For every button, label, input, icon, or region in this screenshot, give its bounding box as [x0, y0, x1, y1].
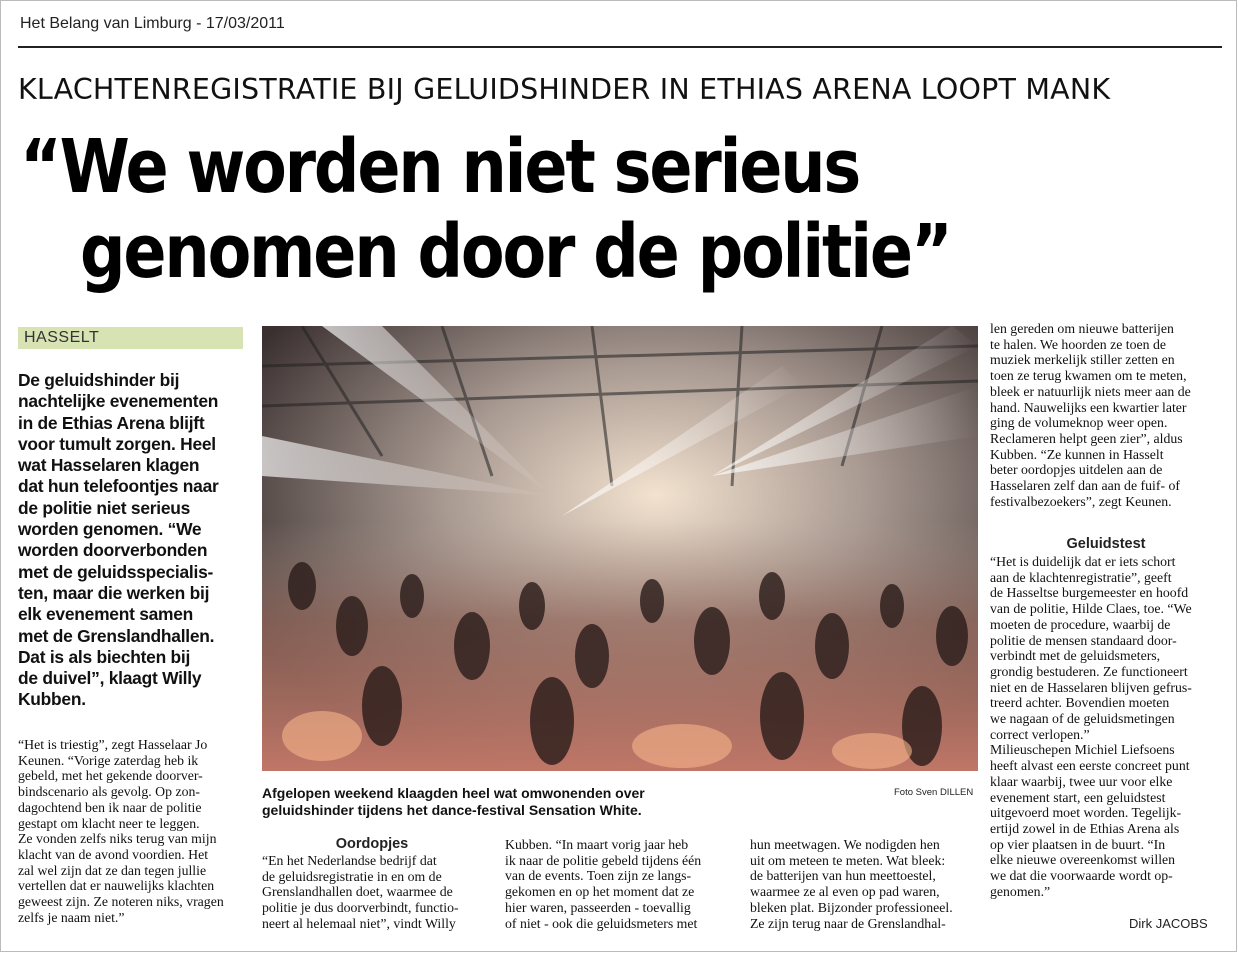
- text-line: bleken plat. Bijzonder professioneel.: [750, 899, 953, 915]
- text-line: dagochtend ben ik naar de politie: [18, 799, 202, 815]
- text-line: bleek er natuurlijk niets meer aan de: [990, 383, 1191, 399]
- text-line: of niet - ook die geluidsmeters met: [505, 915, 698, 931]
- byline: Dirk JACOBS: [1129, 916, 1208, 931]
- text-line: waarmee ze al even op pad waren,: [750, 884, 940, 900]
- text-line: aan de klachtenregistratie”, geeft: [990, 569, 1172, 585]
- text-line: we nagaan of de geluidsmetingen: [990, 711, 1175, 727]
- text-line: politie je dus doorverbindt, functio-: [262, 900, 459, 916]
- photo-caption: [262, 785, 822, 819]
- text-line: uitgevoerd moet worden. Tegelijk-: [990, 805, 1182, 821]
- subhead-geluidstest: Geluidstest: [1066, 536, 1146, 552]
- text-line: Kubben. “In maart vorig jaar heb: [505, 837, 689, 852]
- text-line: correct verlopen.”: [990, 726, 1090, 742]
- text-line: “Het is triestig”, zegt Hasselaar Jo: [18, 737, 208, 752]
- concert-photo-image: [262, 326, 978, 771]
- text-line: heeft alvast een eerste concreet punt: [990, 758, 1190, 774]
- text-line: Hasselaren zelf dan aan de fuif- of: [990, 478, 1180, 494]
- text-line: klacht van de avond voordien. Het: [18, 846, 209, 862]
- text-line: len gereden om nieuwe batterijen: [990, 321, 1174, 336]
- text-line: voor tumult zorgen. Heel: [18, 433, 216, 454]
- text-line: grondig bestuderen. Ze functioneert: [990, 663, 1188, 679]
- text-line: te halen. We hoorden ze toen de: [990, 336, 1167, 352]
- text-line: Reclameren helpt geen zier”, aldus: [990, 430, 1183, 446]
- body-column-5-bottom: [990, 554, 1222, 899]
- text-line: Keunen. “Vorige zaterdag heb ik: [18, 752, 199, 768]
- text-line: Milieuschepen Michiel Liefsoens: [990, 742, 1175, 758]
- section-tag-label: HASSELT: [24, 329, 100, 346]
- text-line: gekomen en op het moment dat ze: [505, 884, 695, 900]
- body-column-5-top: [990, 321, 1222, 509]
- text-line: Ze zijn terug naar de Grenslandhal-: [750, 915, 946, 931]
- text-line: niet en de Hasselaren blijven gefrus-: [990, 679, 1192, 695]
- text-line: Grenslandhallen doet, waarmee de: [262, 884, 453, 900]
- text-line: muziek merkelijk stiller zetten en: [990, 352, 1175, 368]
- text-line: de Hasseltse burgemeester en hoofd: [990, 585, 1189, 601]
- text-line: festivalbezoekers”, zegt Keunen.: [990, 493, 1172, 509]
- text-line: wat Hasselaren klagen: [18, 455, 200, 476]
- concert-photo: [262, 326, 978, 771]
- text-line: geluidshinder tijdens het dance-festival Sensation White.: [262, 802, 642, 818]
- text-line: evenement start, een geluidstest: [990, 789, 1166, 805]
- text-line: genomen.”: [990, 883, 1051, 899]
- text-line: toen ze terug kwamen om te meten,: [990, 368, 1187, 384]
- subhead-oordopjes: Oordopjes: [335, 836, 409, 852]
- text-line: van de politie, Hilde Claes, toe. “We: [990, 601, 1192, 617]
- text-line: treerd achter. Bovendien moeten: [990, 695, 1170, 711]
- text-line: in de Ethias Arena blijft: [18, 412, 205, 433]
- body-column-3: [505, 837, 735, 931]
- text-line: vertellen dat er nauwelijks klachten: [18, 878, 215, 894]
- text-line: ging de volumeknop weer open.: [990, 415, 1168, 431]
- headline-line-2: genomen door de politie”: [80, 209, 951, 295]
- text-line: bindscenario als gevolg. Op zon-: [18, 784, 200, 800]
- text-line: elke nieuwe overeenkomst willen: [990, 852, 1176, 868]
- text-line: Afgelopen weekend klaagden heel wat omwonenden over: [262, 785, 645, 801]
- text-line: De geluidshinder bij: [18, 370, 180, 390]
- text-line: hier waren, passeerden - toevallig: [505, 899, 691, 915]
- text-line: worden genomen. “We: [18, 519, 202, 540]
- text-line: Dat is als biechten bij: [18, 646, 191, 667]
- text-line: Kubben.: [18, 689, 86, 710]
- text-line: de geluidsregistratie in en om de: [262, 868, 442, 884]
- body-column-4: [750, 837, 980, 931]
- body-column-1: [18, 737, 253, 925]
- text-line: elk evenement samen: [18, 604, 194, 625]
- text-line: op vier plaatsen in de buurt. “In: [990, 836, 1166, 852]
- text-line: “En het Nederlandse bedrijf dat: [262, 853, 437, 868]
- text-line: neert al helemaal niet”, vindt Willy: [262, 915, 456, 931]
- text-line: we dat die voorwaarde wordt op-: [990, 868, 1173, 884]
- text-line: hand. Nauwelijks een kwartier later: [990, 399, 1187, 415]
- text-line: uit om meteen te meten. Wat bleek:: [750, 852, 946, 868]
- text-line: met de Grenslandhallen.: [18, 625, 215, 646]
- text-line: verbindt met de geluidsmeters,: [990, 648, 1161, 664]
- text-line: geweest zijn. Ze noteren niks, vragen: [18, 894, 224, 910]
- text-line: de duivel”, klaagt Willy: [18, 668, 202, 689]
- text-line: worden doorverbonden: [18, 540, 208, 561]
- headline-line-1: “We worden niet serieus: [20, 124, 860, 210]
- text-line: de batterijen van hun meettoestel,: [750, 868, 936, 884]
- text-line: ertijd zowel in de Ethias Arena als: [990, 820, 1180, 836]
- text-line: gestapt om klacht neer te leggen.: [18, 815, 200, 831]
- text-line: met de geluidsspecialis-: [18, 561, 214, 582]
- text-line: moeten de procedure, waarbij de: [990, 616, 1171, 632]
- text-line: de politie niet serieus: [18, 497, 191, 518]
- text-line: van de events. Toen zijn ze langs-: [505, 868, 692, 884]
- text-line: ten, maar die werken bij: [18, 582, 210, 603]
- kicker: KLACHTENREGISTRATIE BIJ GELUIDSHINDER IN ETHIAS ARENA LOOPT MANK: [18, 73, 1111, 106]
- text-line: “Het is duidelijk dat er iets schort: [990, 554, 1176, 569]
- source-line: Het Belang van Limburg - 17/03/2011: [20, 15, 285, 32]
- photo-credit: Foto Sven DILLEN: [894, 787, 974, 798]
- text-line: beter oordopjes uitdelen aan de: [990, 462, 1163, 478]
- text-line: gebeld, met het gekende doorver-: [18, 768, 203, 784]
- text-line: politie de mensen standaard door-: [990, 632, 1177, 648]
- text-line: zal wel zijn dat ze dan tegen jullie: [18, 862, 207, 878]
- intro-paragraph: [18, 370, 253, 711]
- body-column-2: [262, 853, 492, 932]
- text-line: Ze vonden zelfs niks terug van mijn: [18, 831, 217, 847]
- text-line: hun meetwagen. We nodigden hen: [750, 837, 940, 852]
- section-tag: [18, 327, 243, 349]
- text-line: nachtelijke evenementen: [18, 391, 219, 412]
- text-line: dat hun telefoontjes naar: [18, 476, 219, 497]
- text-line: ik naar de politie gebeld tijdens één: [505, 852, 702, 868]
- text-line: Kubben. “Ze kunnen in Hasselt: [990, 446, 1164, 462]
- text-line: zelfs je naam niet.”: [18, 909, 125, 925]
- text-line: klaar waarbij, twee uur voor elke: [990, 773, 1173, 789]
- header-rule: [18, 46, 1222, 48]
